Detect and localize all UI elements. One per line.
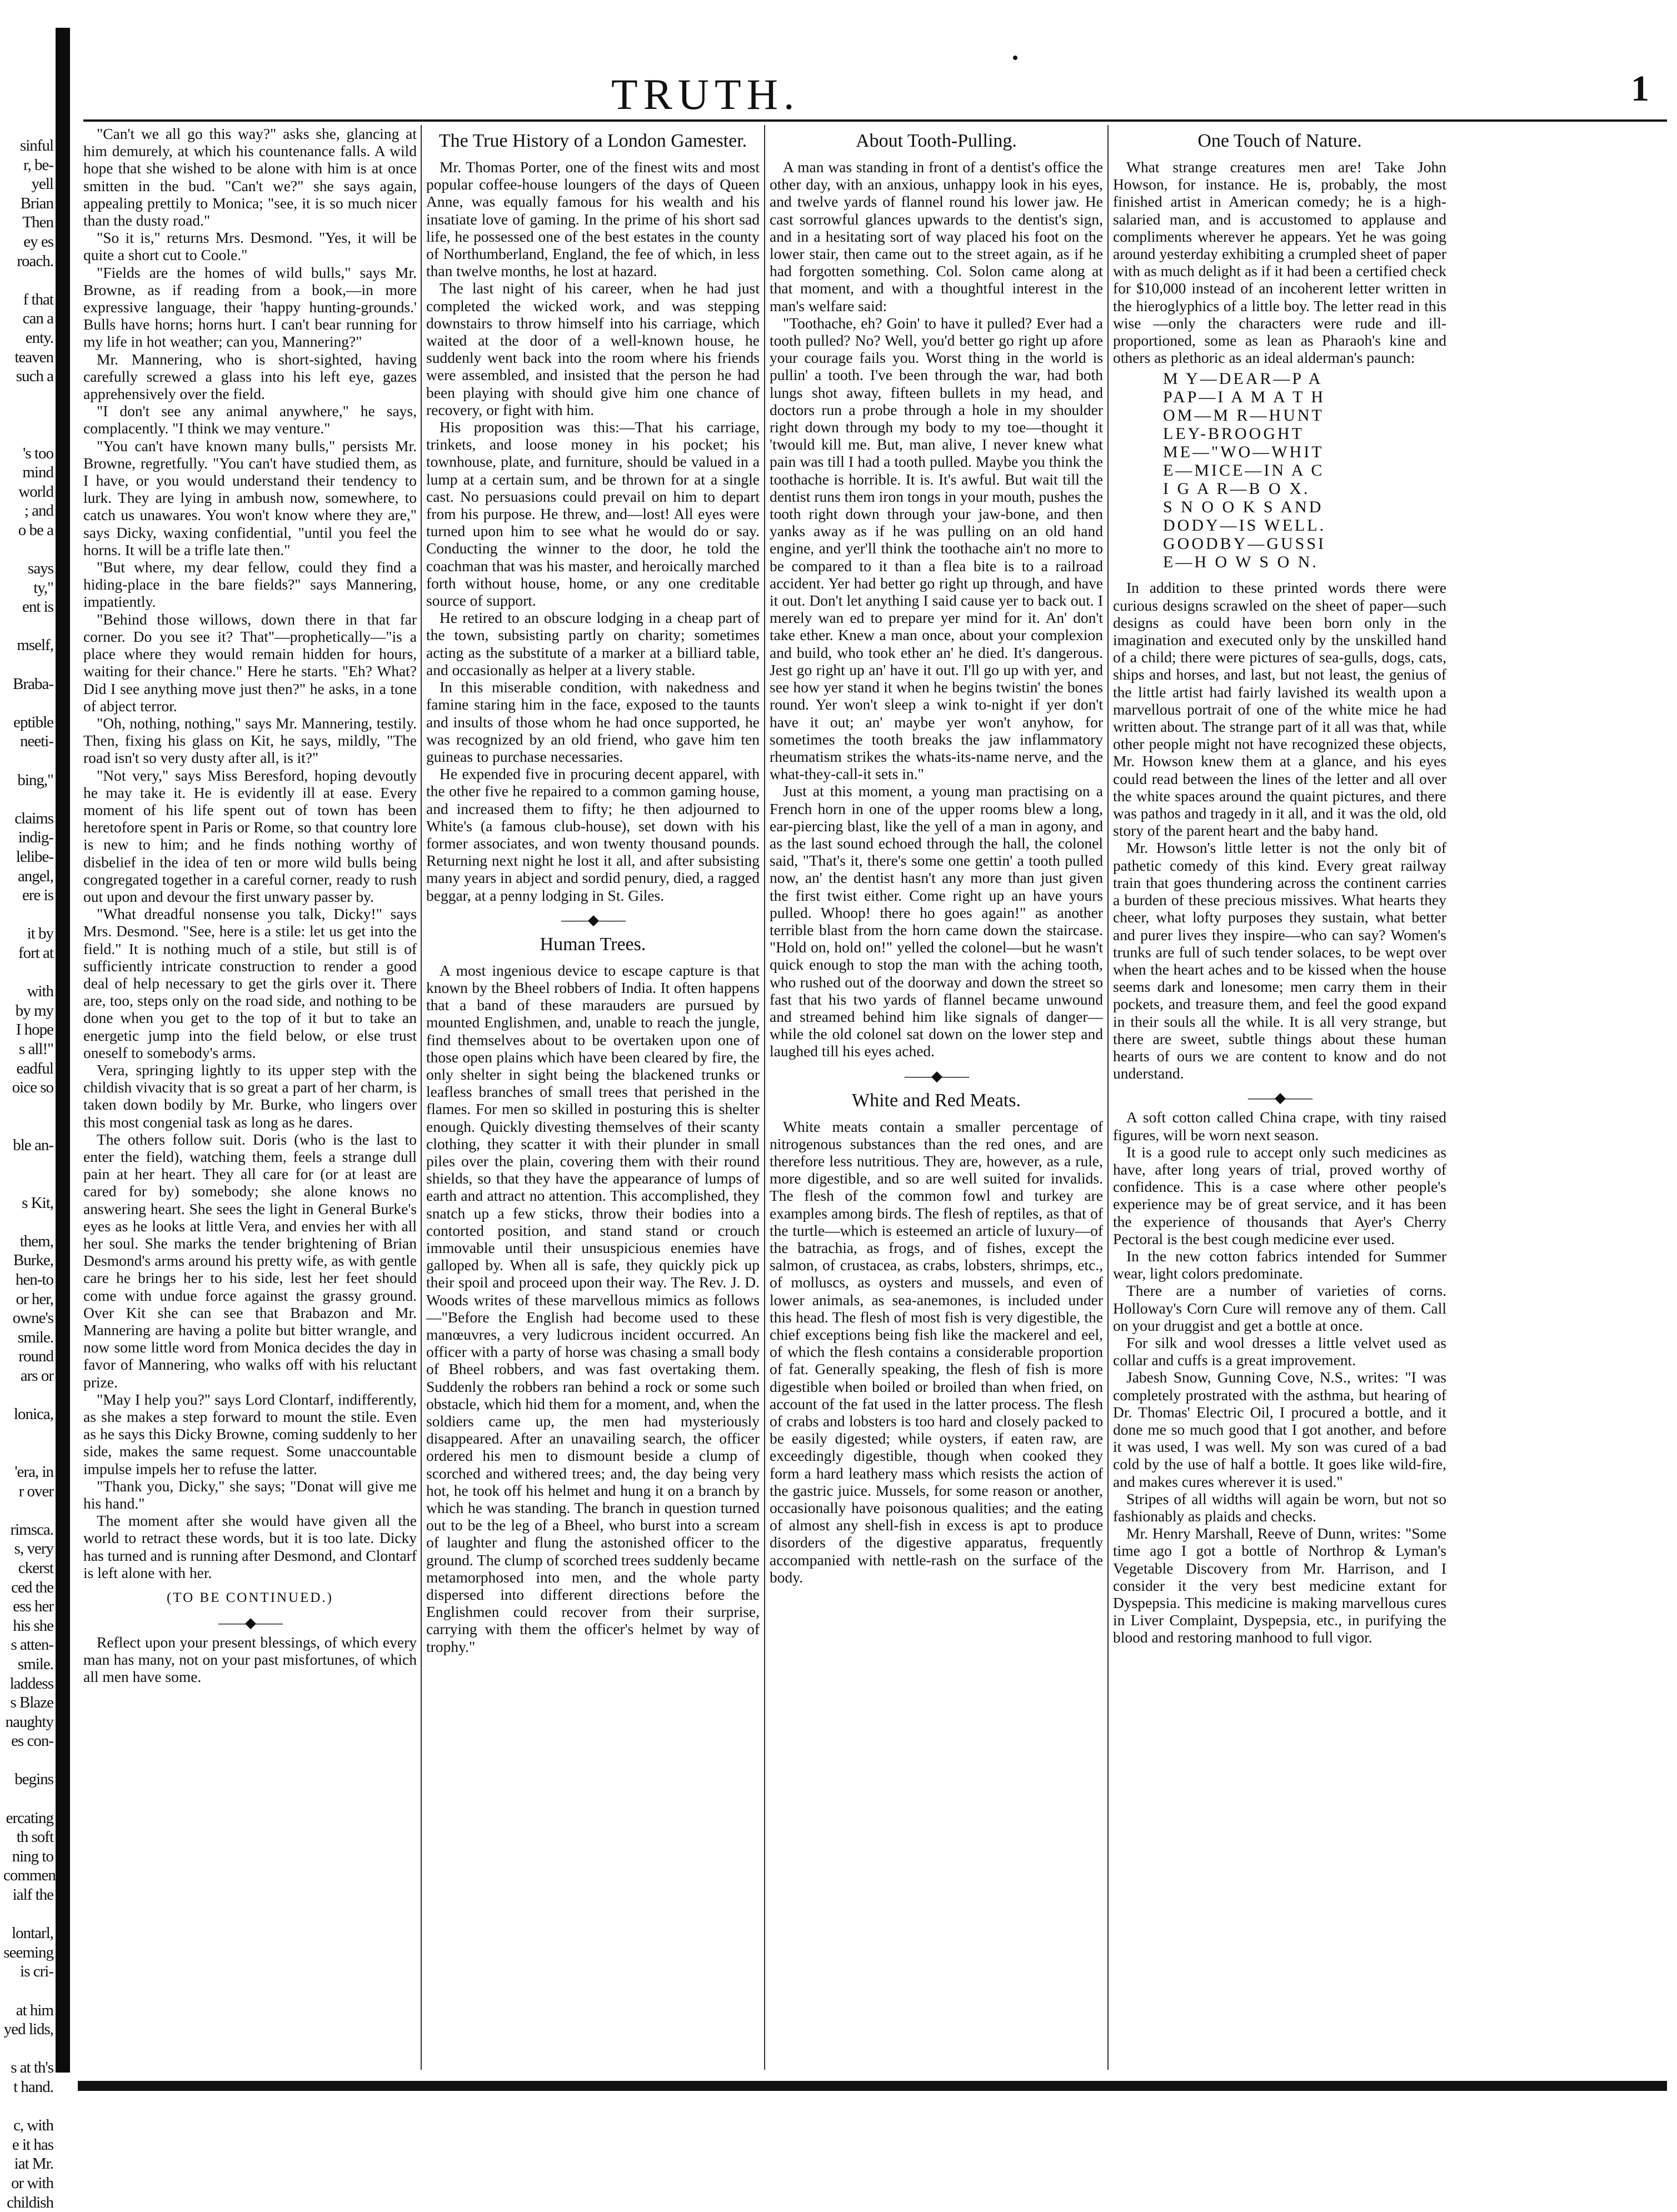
margin-fragment [3, 386, 53, 406]
margin-fragment [3, 405, 53, 425]
margin-fragment: begins [14, 1770, 53, 1789]
margin-fragment: oice so [12, 1078, 53, 1097]
child-letter [1163, 370, 1446, 571]
story-paragraph: Vera, springing lightly to its upper step with the childish vivacity that is so great a part of her charm, is taken down bodily by Mr. Burke, who lingers over this most congenial task as long as he dares. [83, 1061, 417, 1131]
article-paragraph: A most ingenious device to escape capture is that known by the Bheel robbers of India. It often happens that a band of these marauders are pursued by mounted Englishmen, and, unable to reach the jungle, find themselves about to be overtaken upon one of those open plains which have been cleared by fire, the only shelter in sight being the blackened trunks or leafless branches of small trees that perished in the flames. For men so skilled in posturing this is shelter enough. Quickly divesting themselves of their scanty clothing, they scatter it with their plunder in small piles over the plain, covering them with their round shields, so that they have the appearance of lumps of earth and attract no attention. This accomplished, they snatch up a few sticks, throw their bodies into a contorted position, and stand stand or crouch immovable until their unsuspicious enemies have galloped by. When all is safe, they quickly pick up their spoil and proceed upon their way. The Rev. J. D. Woods writes of these marvellous mimics as follows—"Before the English had become used to these manœuvres, a very ludicrous incident occurred. An officer with a party of horse was chasing a small body of Bheel robbers, and was fast overtaking them. Suddenly the robbers ran behind a rock or some such obstacle, which hid them for a moment, and, when the soldiers came up, the men had mysteriously disappeared. After an unavailing search, the officer ordered his men to dismount beside a clump of scorched and withered trees; and, the day being very hot, he took off his helmet and hung it on a branch by which he was standing. The branch in question turned out to be the leg of a Bheel, who burst into a scream of laughter and flung the astonished officer to the ground. The clump of scorched trees suddenly became metamorphosed into men, and the whole party dispersed into different directions before the Englishmen could recover from their surprise, carrying with them the officer's helmet by way of trophy." [426, 961, 760, 1655]
section-ornament: ——◆—— [218, 1615, 282, 1631]
margin-fragment: s Blaze [10, 1694, 53, 1712]
margin-fragment: laddess [9, 1674, 53, 1692]
article-heading-touch-of-nature: One Touch of Nature. [1197, 131, 1362, 151]
margin-fragment: commen [3, 1866, 56, 1885]
margin-fragment: e it has [12, 2135, 53, 2154]
story-paragraph: "What dreadful nonsense you talk, Dicky!" says Mrs. Desmond. "See, here is a stile: let us get into the field." It is nothing much of a stile, but still is of sufficiently intricate construction to render a good deal of help necessary to get the girls over it. There are, too, steps only on the road side, and nothing to be done when you get to the top of it but to take an energetic jump into the field below, or else trust oneself to somebody's arms. [83, 905, 417, 1061]
masthead-title: TRUTH. [611, 70, 800, 118]
margin-fragment: lonica, [13, 1405, 53, 1424]
margin-fragment [3, 1751, 53, 1770]
margin-fragment: at him [16, 2001, 53, 2019]
letter-line: LEY-BROOGHT [1163, 425, 1304, 443]
margin-fragment: mself, [17, 636, 53, 655]
margin-fragment: neeti- [19, 732, 53, 751]
column-4 [1113, 125, 1446, 1646]
ink-dot [1013, 56, 1017, 60]
bottom-rule [78, 2081, 1667, 2091]
margin-fragment: teaven [14, 348, 53, 366]
margin-fragment: r, be- [23, 156, 53, 174]
news-item: For silk and wool dresses a little velvet used as collar and cuffs is a great improvement. [1113, 1334, 1446, 1369]
masthead-rule [83, 119, 1667, 122]
margin-fragment: s at th's [11, 2059, 53, 2077]
margin-fragment: roach. [17, 252, 53, 270]
margin-fragment: I hope [16, 1021, 53, 1039]
margin-fragment: c, with [13, 2116, 53, 2135]
margin-fragment: owne's [12, 1309, 53, 1327]
story-paragraph: "Behind those willows, down there in that far corner. Do you see it? That"—prophetically—"is a place where they would remain hidden for hours, waiting for their chance." Here he starts. "Eh? What? Did I see anything move just then?" he asks, in a tone of abject terror. [83, 610, 417, 715]
margin-fragment [3, 790, 53, 809]
margin-fragment: s all!" [18, 1040, 53, 1058]
letter-line: DODY—IS WELL. [1163, 516, 1326, 535]
margin-fragment: ty," [33, 578, 53, 597]
article-paragraph: Mr. Thomas Porter, one of the finest wits and most popular coffee-house loungers of the days of Queen Anne, was equally famous for his wealth and his insatiate love of gaming. In the prime of his short sad life, he possessed one of the best estates in the county of Northumberland, England, the fee of which, in less than twelve months, he lost at hazard. [426, 158, 760, 280]
margin-fragment [3, 271, 53, 290]
margin-fragment [3, 1155, 53, 1174]
continued-notice: (TO BE CONTINUED.) [166, 1590, 334, 1606]
margin-fragment: childish [7, 2193, 53, 2211]
margin-fragment [3, 963, 53, 982]
margin-fragment [3, 2097, 53, 2116]
margin-fragment: Braba- [13, 675, 53, 693]
margin-fragment [3, 751, 53, 771]
margin-fragment: smile. [17, 1328, 53, 1346]
margin-fragment: says [28, 560, 53, 578]
margin-fragment: o be a [18, 521, 53, 539]
story-paragraph: "So it is," returns Mrs. Desmond. "Yes, it will be quite a short cut to Coole." [83, 229, 417, 264]
margin-fragment [3, 905, 53, 925]
news-item: A soft cotton called China crape, with tiny raised figures, will be worn next season. [1113, 1109, 1446, 1144]
column-divider [1107, 125, 1109, 2070]
story-paragraph: The moment after she would have given all the world to retract these words, but it is too late. Dicky has turned and is running after Desmond, and Clontarf is left alone with her. [83, 1512, 417, 1581]
article-heading-meats: White and Red Meats. [851, 1090, 1021, 1111]
letter-line: E—H O W S O N. [1163, 553, 1319, 572]
margin-fragment: smile. [17, 1655, 53, 1673]
letter-line: OM—M R—HUNT [1163, 406, 1324, 425]
story-paragraph: The others follow suit. Doris (who is the last to enter the field), watching them, feels a strange dull pain at her heart. They all care for (or at least are cared for by) somebody; she alone knows no answering heart. She sees the light in General Burke's eyes as he looks at little Vera, and envies her with all her soul. She marks the tender brightening of Brian Desmond's arms around his pretty wife, as with gentle care he brings her to his side, lest her feet should come with undue force against the grassy ground. Over Kit she can see that Brabazon and Mr. Mannering are having a polite but bitter wrangle, and now some little word from Monica decides the day in favor of Mannering, who walks off with his reluctant prize. [83, 1130, 417, 1391]
margin-fragment [3, 1424, 53, 1444]
margin-fragment [3, 2039, 53, 2059]
margin-fragment: naughty [5, 1712, 53, 1731]
margin-fragment: ars or [20, 1367, 53, 1385]
margin-fragment: claims [14, 809, 53, 827]
article-heading-human-trees: Human Trees. [540, 933, 646, 955]
section-ornament: ——◆—— [905, 1067, 968, 1084]
margin-fragment: round [18, 1347, 53, 1366]
article-heading-gamester: The True History of a London Gamester. [438, 131, 747, 151]
story-paragraph: "Oh, nothing, nothing," says Mr. Mannering, testily. Then, fixing his glass on Kit, he says, mildly, "The road isn't so very dusty after all, is it?" [83, 714, 417, 767]
news-item: Mr. Henry Marshall, Reeve of Dunn, writes: "Some time ago I got a bottle of Northrop & Lyman's Vegetable Discovery from Mr. Harrison, and I consider it the very best medicine extant for Dyspepsia. This medicine is making marvellous cures in Liver Complaint, Dyspepsia, etc., in purifying the blood and restoring manhood to full vigor. [1113, 1525, 1446, 1646]
margin-fragment: is cri- [20, 1963, 53, 1981]
margin-fragment: 's too [23, 444, 53, 462]
binding-gutter [56, 28, 70, 2073]
story-paragraph: "May I help you?" says Lord Clontarf, indifferently, as she makes a step forward to mount the stile. Even as he says this Dicky Browne, coming suddenly to her side, makes the same request. Some unaccountable impulse impels her to refuse the latter. [83, 1390, 417, 1477]
news-item: Stripes of all widths will again be worn, but not so fashionably as plaids and checks. [1113, 1490, 1446, 1525]
margin-fragment: ble an- [13, 1136, 53, 1154]
article-paragraph: He expended five in procuring decent apparel, with the other five he repaired to a common gaming house, and increased them to fifty; he then adjourned to White's (a famous club-house), set down with his former associates, and won twenty thousand pounds. Returning next night he lost it all, and after subsisting many years in abject and sordid penury, died, a ragged beggar, at a penny lodging in St. Giles. [426, 765, 760, 904]
margin-fragment [3, 1386, 53, 1405]
margin-fragment: them, [19, 1232, 53, 1250]
margin-fragment [3, 1174, 53, 1194]
article-paragraph: White meats contain a smaller percentage of nitrogenous substances than the red ones, and are therefore less nutritious. They are, however, as a rule, more digestible, and so are well suited for invalids. The flesh of the common fowl and turkey are examples among birds. The flesh of reptiles, as that of the turtle—which is esteemed an article of luxury—of the batrachia, as frogs, and of fishes, except the salmon, of crustacea, as crabs, lobsters, shrimps, etc., of molluscs, as oysters and mussels, and even of lower animals, as sea-anemones, is included under this head. The flesh of most fish is very digestible, the chief exceptions being fish like the mackerel and eel, of which the flesh contains a considerable proportion of fat. Generally speaking, the flesh of fish is more digestible when boiled or broiled than when fried, on account of the fat used in the latter process. The flesh of crabs and lobsters is too hard and closely packed to be easily digested; while oysters, if eaten raw, are exceedingly digestible, though when cooked they form a hard leathery mass which resists the action of the gastric juice. Mussels, for some reason or another, occasionally have poisonous qualities; and the eating of almost any shell-fish in excess is apt to produce disorders of the digestive apparatus, frequently accompanied with nettle-rash on the surface of the body. [770, 1117, 1103, 1586]
article-paragraph: What strange creatures men are! Take John Howson, for instance. He is, probably, the most finished artist in American comedy; he is a high-salaried man, and is accustomed to applause and compliments wherever he appears. Yet he was going around yesterday exhibiting a crumpled sheet of paper with as much delight as if it had been a certified check for $10,000 instead of an incoherent letter written in the hieroglyphics of a little boy. The letter read in this wise —only the characters were rude and ill-proportioned, some as lean as Pharaoh's kine and others as plethoric as an ideal alderman's paunch: [1113, 158, 1446, 367]
margin-fragment: s, very [14, 1540, 53, 1558]
margin-fragment: bing," [17, 771, 53, 789]
article-paragraph: The last night of his career, when he had just completed the wicked work, and was stepping downstairs to throw himself into his carriage, which waited at the door of a well-known house, he suddenly went back into the room where his friends were assembled, and insisted that the person he had been playing with should give him one chance of recovery, or fight with him. [426, 279, 760, 418]
margin-fragment: 'era, in [14, 1462, 53, 1481]
column-divider [764, 125, 765, 2070]
letter-line: PAP—I A M A T H [1163, 388, 1326, 407]
margin-fragment: Brian [20, 194, 53, 212]
margin-fragment: indig- [18, 828, 53, 847]
margin-fragment [3, 1501, 53, 1520]
article-paragraph: In addition to these printed words there were curious designs scrawled on the sheet of paper—such designs as could have been born only in the imagination and executed only by the unskilled hand of a child; there were pictures of sea-gulls, dogs, cats, ships and horses, and last, but not least, the genius of the little artist had fairly lavished its wealth upon a marvellous portrait of one of the white mice he had written about. The strange part of it all was that, while other people might not have recognized these objects, Mr. Howson knew them at a glance, and his eyes could read between the lines of the letter and all over the white spaces around the quaint pictures, and there was pathos and tragedy in it all, and it was the old, old story of the parent heart and the baby hand. [1113, 579, 1446, 840]
margin-fragment: lontarl, [12, 1924, 53, 1943]
margin-fragment: yell [31, 175, 53, 193]
margin-fragment: ercating [6, 1809, 53, 1827]
margin-fragment: t hand. [13, 2078, 53, 2096]
article-paragraph: Mr. Howson's little letter is not the only bit of pathetic comedy of this kind. Every great railway train that goes thundering across the continent carries a burden of these precious missives. What hearts they cheer, what lofty purposes they sustain, what better and purer lives they inspire—who can say? Women's trunks are full of such tender solaces, to be wept over when the heart aches and to be kissed when the house seems dark and lonesome; men carry them in their pockets, and treasure them, and feel the good expand in their souls all the while. It is all very strange, but there are sweet, subtle things about these human hearts of ours we are content to know and do not understand. [1113, 839, 1446, 1082]
margin-fragment: with [27, 982, 53, 1001]
margin-fragment: enty. [25, 328, 53, 347]
margin-fragment: Burke, [13, 1251, 53, 1270]
news-item: In the new cotton fabrics intended for Summer wear, light colors predominate. [1113, 1247, 1446, 1282]
margin-fragment: ey es [23, 232, 53, 251]
story-paragraph: "I don't see any animal anywhere," he says, complacently. "I think we may venture." [83, 402, 417, 437]
margin-fragment: eadful [16, 1059, 53, 1077]
margin-fragment: ced the [11, 1578, 53, 1596]
margin-fragment [3, 1116, 53, 1136]
margin-fragment: ent is [22, 598, 53, 616]
margin-fragment: eptible [13, 713, 53, 731]
margin-fragment: his she [13, 1616, 53, 1635]
margin-fragment [3, 1097, 53, 1117]
margin-fragment: hen-to [15, 1271, 53, 1289]
margin-fragment: sinful [19, 137, 53, 154]
margin-fragment: ; and [24, 502, 53, 520]
margin-fragment: such a [16, 367, 53, 386]
margin-fragment [3, 1981, 53, 2001]
margin-fragment: ckerst [18, 1559, 53, 1577]
margin-fragment: th soft [16, 1828, 53, 1846]
news-item: It is a good rule to accept only such medicines as have, after long years of trial, proved worthy of confidence. This is a case where other people's experience may be of great service, and it has been the experience of thousands that Ayer's Cherry Pectoral is the best cough medicine ever used. [1113, 1143, 1446, 1247]
column-1-serial-story [83, 125, 417, 1686]
story-paragraph: "Thank you, Dicky," she says; "Donat will give me his hand." [83, 1477, 417, 1512]
margin-fragment: or her, [16, 1290, 53, 1308]
section-ornament: ——◆—— [1248, 1090, 1311, 1106]
margin-fragment: it by [27, 925, 53, 943]
margin-fragment: angel, [17, 867, 53, 885]
margin-fragment: or with [11, 2174, 53, 2192]
margin-fragment [3, 655, 53, 675]
margin-fragment [3, 1443, 53, 1462]
margin-fragment [3, 1789, 53, 1809]
letter-line: I G A R—B O X. [1163, 480, 1310, 498]
margin-fragment: seeming [3, 1943, 53, 1961]
margin-fragment: s Kit, [22, 1194, 53, 1212]
margin-fragment [3, 617, 53, 636]
article-paragraph: In this miserable condition, with nakedness and famine staring him in the face, exposed to the taunts and insults of those whom he had once supported, he was recognized by an old friend, who gave him ten guineas to purchase necessaries. [426, 678, 760, 765]
margin-fragment [3, 540, 53, 559]
news-item: Jabesh Snow, Gunning Cove, N.S., writes: "I was completely prostrated with the asthma, but hearing of Dr. Thomas' Electric Oil, I procured a bottle, and it done me so much good that I got another, and before it was used, I was well. My son was cured of a bad cold by the use of half a bottle. It goes like wild-fire, and makes cures wherever it is used." [1113, 1369, 1446, 1490]
article-paragraph: His proposition was this:—That his carriage, trinkets, and loose money in his pocket; his townhouse, plate, and furniture, should be valued in a lump at a certain sum, and be thrown for at a single cast. No persuasions could prevail on him to depart from his purpose. He threw, and—lost! All eyes were turned upon him to see what he would do or say. Conducting the winner to the door, he told the coachman that was his master, and heroically marched forth without house, home, or any one creditable source of support. [426, 418, 760, 610]
letter-line: S N O O K S AND [1163, 498, 1324, 517]
margin-fragment: r over [18, 1482, 53, 1500]
margin-fragment: ere is [22, 886, 53, 905]
letter-line: M Y—DEAR—P A [1163, 370, 1323, 388]
margin-fragment: by my [15, 1001, 53, 1020]
section-ornament: ——◆—— [561, 911, 625, 928]
margin-fragment: mind [22, 463, 53, 482]
margin-fragment: Then [22, 213, 53, 232]
letter-line: ME—"WO—WHIT [1163, 443, 1324, 462]
story-paragraph: "But where, my dear fellow, could they find a hiding-place in the bare fields?" says Mannering, impatiently. [83, 558, 417, 611]
left-margin-fragments [3, 136, 56, 2212]
article-paragraph: "Toothache, eh? Goin' to have it pulled? Ever had a tooth pulled? No? Well, you'd better go right up afore your courage fails you. Worst thing in the world is pullin' a tooth. I've been through the war, had both lungs shot away, fifteen bullets in my head, and doctors run a probe through a hole in my shoulder right down through my body to my toe—thought it 'twould kill me. But, man alive, I never knew what pain was till I had a tooth pulled. Maybe you think the toothache is horrible. It is. It's awful. But wait till the dentist runs them iron tongs in your mouth, pushes the tooth right down through your jaw-bone, and then yanks away as if he was pulling on an old hand engine, and yer'll think the toothache ain't no more to be compared to it than a flea bite is to a railroad accident. Yer had better go right up through, and have it out. Don't let anything I said cause yer to back out. I merely wan ed to prepare yer mind for it. An' don't take ether. Knew a man once, about your complexion and build, who took ether an' he died. It's dangerous. Jest go right up an' have it out. I'll go up with yer, and see how yer stand it when he begins twistin' the bones round. Yer won't sleep a wink to-night if yer don't have it out; an' maybe yer won't anyhow, for sometimes the tooth breaks the jaw inflammatory rheumatism strikes the whats-its-name nerve, and the what-they-call-it sets in." [770, 314, 1103, 783]
margin-fragment [3, 1212, 53, 1232]
story-paragraph: "Fields are the homes of wild bulls," says Mr. Browne, as if reading from a book,—in more expressive language, their 'happy hunting-grounds.' Bulls have horns; horns hurt. I can't bear running for my life in hot weather; can you, Mannering?" [83, 263, 417, 351]
story-paragraph: "Can't we all go this way?" asks she, glancing at him demurely, at which his countenance falls. A wild hope that she wished to be alone with him is at once smitten in the bud. "Can't we?" she says again, appealing prettily to Monica; "see, it is so much nicer than the dusty road." [83, 125, 417, 229]
page-number: 1 [1631, 68, 1649, 109]
article-heading-tooth-pulling: About Tooth-Pulling. [856, 131, 1017, 151]
letter-line: GOODBY—GUSSI [1163, 535, 1326, 553]
margin-fragment [3, 693, 53, 713]
letter-line: E—MICE—IN A C [1163, 461, 1325, 480]
story-paragraph: "Not very," says Miss Beresford, hoping devoutly he may take it. He is evidently ill at ease. Every moment of his life spent out of town has been heretofore spent in Paris or Rome, so that country lore is new to him; and he finds nothing worthy of disbelief in the idea of ten or more wild bulls being congregated together in a careful corner, ready to rush out upon and devour the first unwary passer by. [83, 766, 417, 905]
margin-fragment: world [18, 482, 53, 501]
article-paragraph: A man was standing in front of a dentist's office the other day, with an anxious, unhappy look in his eyes, and twelve yards of flannel round his lower jaw. He cast sorrowful glances upwards to the dentist's sign, and in a hesitating sort of way placed his foot on the lower stair, then came out to the street again, as if he had forgotten something. Col. Solon came along at that moment, and with a thoughtful interest in the man's welfare said: [770, 158, 1103, 314]
column-2 [426, 125, 760, 1655]
article-paragraph: He retired to an obscure lodging in a cheap part of the town, subsisting partly on charity; sometimes acting as the substitute of a marker at a billiard table, and occasionally as helper at a livery stable. [426, 609, 760, 678]
margin-fragment: can a [22, 309, 53, 328]
story-paragraph: Mr. Mannering, who is short-sighted, having carefully screwed a glass into his left eye, gazes apprehensively over the field. [83, 350, 417, 403]
news-item: There are a number of varieties of corns. Holloway's Corn Cure will remove any of them. Call on your druggist and get a bottle at once. [1113, 1282, 1446, 1334]
closing-paragraph: Reflect upon your present blessings, of which every man has many, not on your past misfortunes, of which all men have some. [83, 1634, 417, 1686]
margin-fragment: ning to [12, 1847, 53, 1865]
margin-fragment: iat Mr. [14, 2155, 53, 2173]
margin-fragment: rimsca. [10, 1520, 53, 1539]
margin-fragment: es con- [11, 1732, 53, 1750]
margin-fragment: lelibe- [16, 847, 53, 866]
column-3 [770, 125, 1103, 1586]
margin-fragment: yed lids, [3, 2020, 53, 2039]
margin-fragment [3, 1905, 53, 1924]
article-paragraph: Just at this moment, a young man practising on a French horn in one of the upper rooms blew a long, ear-piercing blast, like the yell of a man in agony, and as the last sound echoed through the hall, the colonel said, "That's it, there's some one gettin' a tooth pulled now, an' the dentist hasn't any more than just given the first twist either. Come right up an have yours pulled. Whoop! there ho goes again!" as another terrible blast from the horn came down the staircase. "Hold on, hold on!" yelled the colonel—but he wasn't quick enough to stop the man with the aching tooth, who rushed out of the doorway and down the street so fast that his two yards of flannel became unwound and streamed behind him like signals of danger—while the old colonel sat down on the lower step and laughed till his eyes ached. [770, 782, 1103, 1060]
margin-fragment: fort at [18, 943, 53, 962]
margin-fragment: ialf the [12, 1886, 53, 1904]
margin-fragment: f that [23, 290, 53, 308]
margin-fragment [3, 425, 53, 444]
margin-fragment: s atten- [11, 1636, 53, 1654]
column-divider [421, 125, 422, 2070]
margin-fragment: ess her [13, 1597, 53, 1616]
story-paragraph: "You can't have known many bulls," persists Mr. Browne, regretfully. "You can't have studied them, as I have, or you would understand their tendency to lurk. They are lying in ambush now, somewhere, to catch us unawares. You won't know where they are," says Dicky, waxing confidential, "until you feel the horns. It will be a trifle late then." [83, 437, 417, 558]
